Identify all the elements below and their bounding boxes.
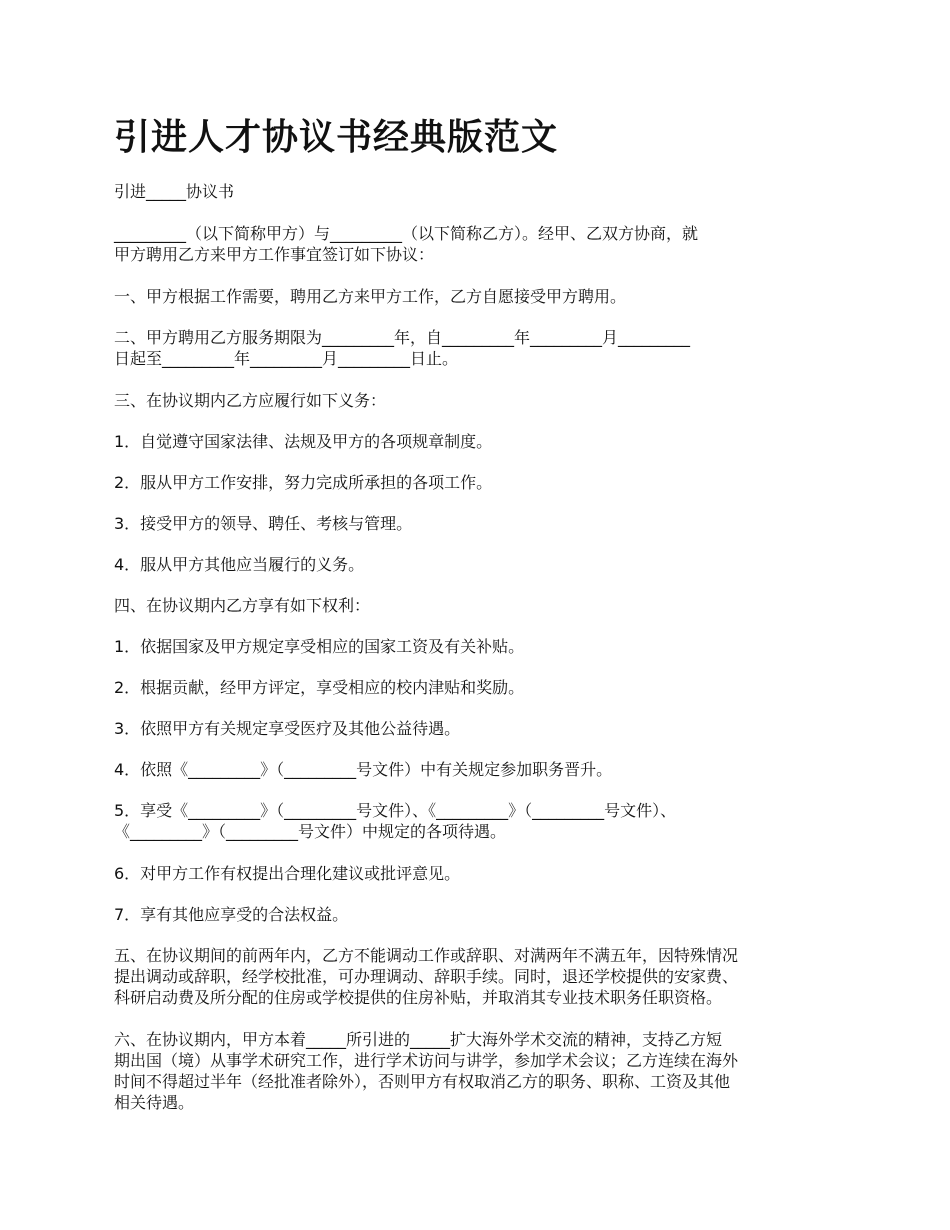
text-line: 三、在协议期内乙方应履行如下义务： <box>114 391 387 410</box>
text-line: 期出国（境）从事学术研究工作，进行学术访问与讲学，参加学术会议；乙方连续在海外 <box>114 1051 739 1070</box>
text-line: 3．依照甲方有关规定享受医疗及其他公益待遇。 <box>114 719 461 738</box>
paragraph-clause-4 <box>114 595 842 616</box>
text-line: 2．服从甲方工作安排，努力完成所承担的各项工作。 <box>114 473 493 492</box>
text-line: 五、在协议期间的前两年内，乙方不能调动工作或辞职、对满两年不满五年，因特殊情况 <box>114 946 739 965</box>
paragraph-clause-2 <box>114 327 842 369</box>
text-line: 日起至_________年_________月_________日止。 <box>114 349 459 368</box>
document-title: 引进人才协议书经典版范文 <box>114 117 559 158</box>
text-line: 提出调动或辞职，经学校批准，可办理调动、辞职手续。同时，退还学校提供的安家费、 <box>114 967 739 986</box>
text-line: 1．自觉遵守国家法律、法规及甲方的各项规章制度。 <box>114 432 493 451</box>
paragraph-clause-6 <box>114 1029 842 1113</box>
text-line: 时间不得超过半年（经批准者除外），否则甲方有权取消乙方的职务、职称、工资及其他 <box>114 1072 731 1091</box>
text-line: 2．根据贡献，经甲方评定，享受相应的校内津贴和奖励。 <box>114 678 525 697</box>
text-line: 二、甲方聘用乙方服务期限为_________年，自_________年_________月_________ <box>114 328 691 347</box>
paragraph-right-2 <box>114 677 842 698</box>
text-line: 3．接受甲方的领导、聘任、考核与管理。 <box>114 514 413 533</box>
paragraph-right-4 <box>114 759 842 780</box>
paragraph-duty-2 <box>114 472 842 493</box>
text-line: 4．服从甲方其他应当履行的义务。 <box>114 555 365 574</box>
paragraph-right-7 <box>114 904 842 925</box>
paragraph-clause-5 <box>114 945 842 1008</box>
text-line: 6．对甲方工作有权提出合理化建议或批评意见。 <box>114 864 461 883</box>
paragraph-right-3 <box>114 718 842 739</box>
paragraph-duty-3 <box>114 513 842 534</box>
text-line: 5．享受《_________》（_________号文件）、《_________》（_________号文件）、 <box>114 801 677 820</box>
paragraph-clause-3 <box>114 390 842 411</box>
paragraph-clause-1 <box>114 286 842 307</box>
text-line: 甲方聘用乙方来甲方工作事宜签订如下协议： <box>114 245 435 264</box>
paragraph-right-1 <box>114 636 842 657</box>
text-line: 引进_____协议书 <box>114 182 235 201</box>
paragraph-parties <box>114 223 842 265</box>
text-line: 一、甲方根据工作需要，聘用乙方来甲方工作，乙方自愿接受甲方聘用。 <box>114 287 627 306</box>
text-line: 7．享有其他应享受的合法权益。 <box>114 905 349 924</box>
paragraph-duty-4 <box>114 554 842 575</box>
text-line: 四、在协议期内乙方享有如下权利： <box>114 596 371 615</box>
text-line: 4．依照《_________》（_________号文件）中有关规定参加职务晋升。 <box>114 760 613 779</box>
paragraph-right-6 <box>114 863 842 884</box>
paragraph-duty-1 <box>114 431 842 452</box>
text-line: 六、在协议期内，甲方本着_____所引进的_____扩大海外学术交流的精神，支持乙方短 <box>114 1030 723 1049</box>
text-line: 《_________》（_________号文件）中规定的各项待遇。 <box>114 822 507 841</box>
paragraph-heading-line <box>114 181 842 202</box>
text-line: 1．依据国家及甲方规定享受相应的国家工资及有关补贴。 <box>114 637 525 656</box>
text-line: 相关待遇。 <box>114 1093 195 1112</box>
text-line: _________（以下简称甲方）与_________（以下简称乙方）。经甲、乙双方协商，就 <box>114 224 699 243</box>
paragraph-right-5 <box>114 800 842 842</box>
text-line: 科研启动费及所分配的住房或学校提供的住房补贴，并取消其专业技术职务任职资格。 <box>114 988 723 1007</box>
